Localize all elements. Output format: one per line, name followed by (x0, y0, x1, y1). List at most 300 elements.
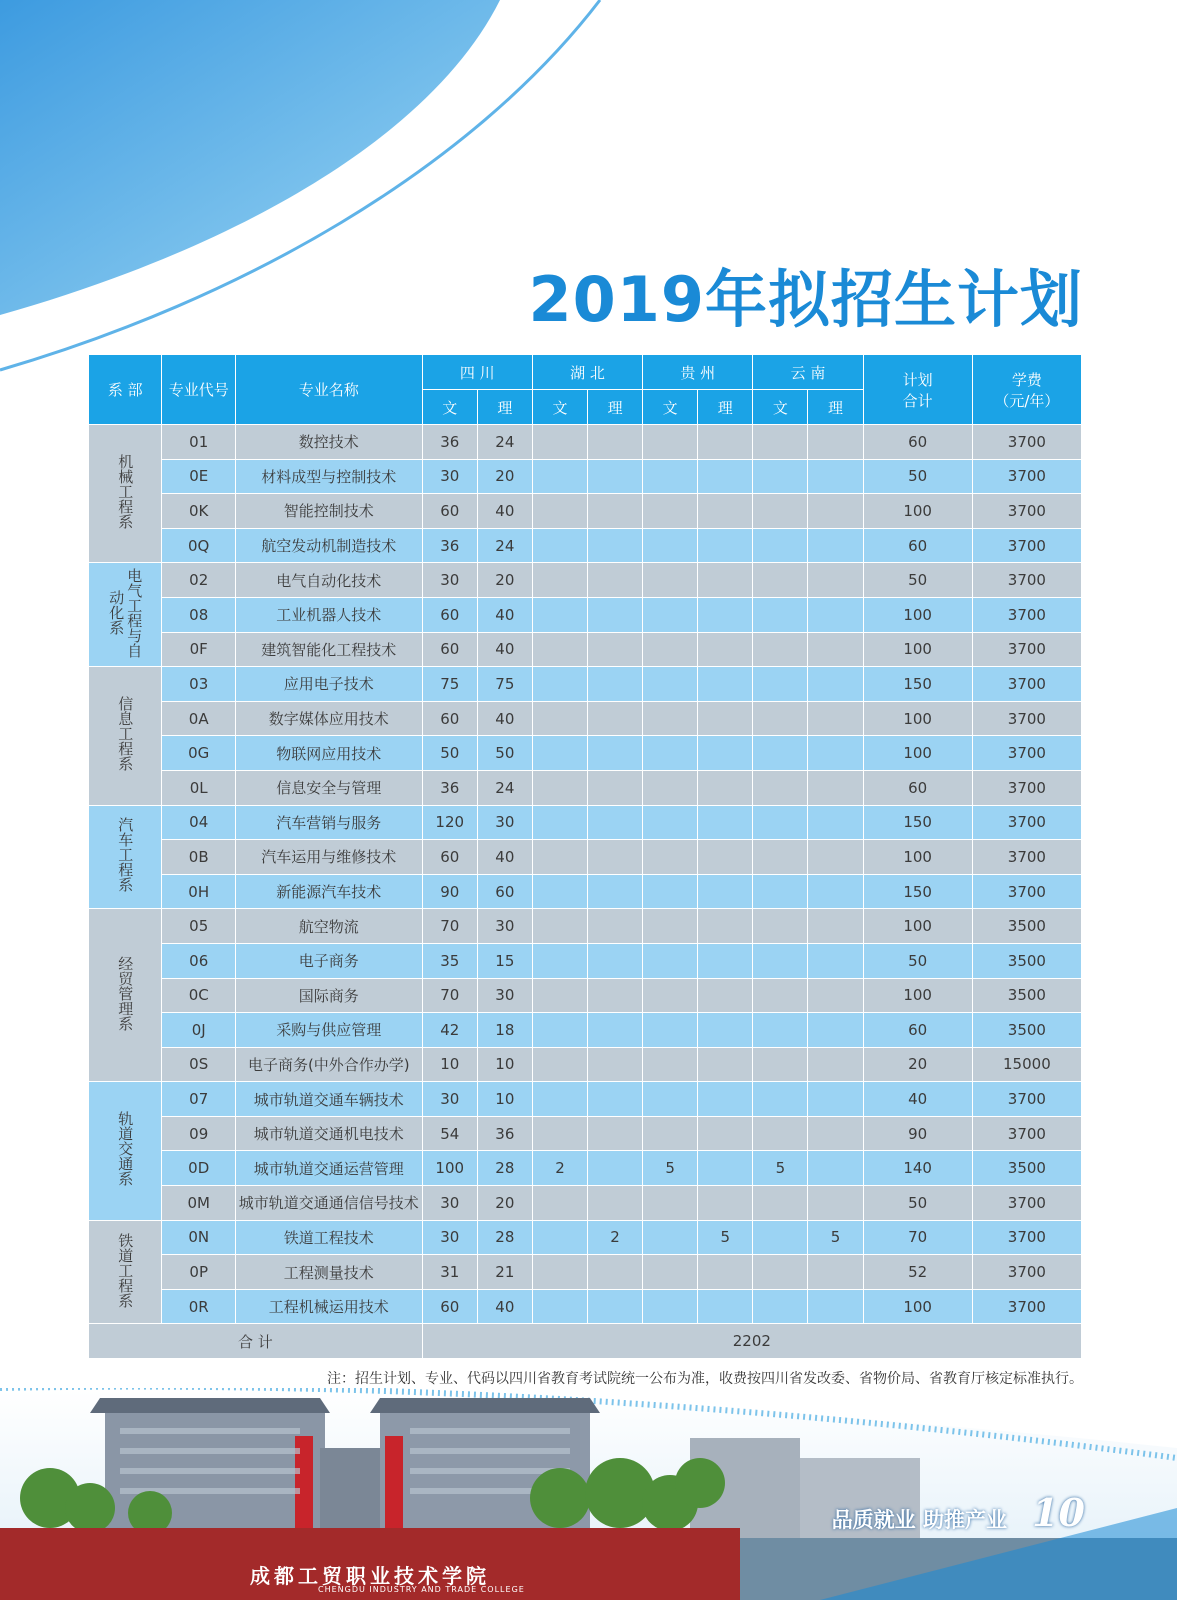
yunnan-li-cell (808, 1082, 863, 1117)
guizhou-li-cell (698, 563, 753, 598)
yunnan-wen-cell (753, 1013, 808, 1048)
header-fee-line2: （元/年） (994, 391, 1060, 410)
plan-total-cell: 70 (863, 1220, 972, 1255)
department-cell (89, 1220, 162, 1324)
hubei-li-cell (588, 701, 643, 736)
college-name-english: CHENGDU INDUSTRY AND TRADE COLLEGE (318, 1585, 525, 1594)
plan-total-cell: 100 (863, 978, 972, 1013)
tuition-fee-cell: 3700 (972, 1255, 1081, 1290)
yunnan-li-cell (808, 1186, 863, 1221)
header-li: 理 (698, 390, 753, 425)
guizhou-wen-cell (643, 459, 698, 494)
yunnan-li-cell (808, 1116, 863, 1151)
tuition-fee-cell: 3700 (972, 874, 1081, 909)
hubei-wen-cell (532, 943, 587, 978)
department-name: 经贸管理系 (116, 955, 135, 1031)
guizhou-li-cell (698, 1289, 753, 1324)
tuition-fee-cell: 3700 (972, 563, 1081, 598)
major-name-cell: 数控技术 (235, 425, 422, 460)
tuition-fee-cell: 3700 (972, 805, 1081, 840)
hubei-li-cell (588, 1013, 643, 1048)
major-code-cell: 0P (162, 1255, 235, 1290)
major-name-cell: 电气自动化技术 (235, 563, 422, 598)
guizhou-wen-cell (643, 1289, 698, 1324)
header-fee (972, 355, 1081, 425)
major-name-cell: 新能源汽车技术 (235, 874, 422, 909)
guizhou-wen-cell (643, 1220, 698, 1255)
yunnan-wen-cell (753, 494, 808, 529)
yunnan-li-cell (808, 1013, 863, 1048)
yunnan-li-cell (808, 874, 863, 909)
tuition-fee-cell: 3700 (972, 736, 1081, 771)
guizhou-wen-cell (643, 736, 698, 771)
sichuan-wen-cell: 120 (422, 805, 477, 840)
tuition-fee-cell: 3700 (972, 840, 1081, 875)
hubei-li-cell (588, 770, 643, 805)
plan-total-cell: 90 (863, 1116, 972, 1151)
sichuan-wen-cell: 30 (422, 1220, 477, 1255)
table-row (89, 736, 1082, 771)
plan-total-cell: 60 (863, 528, 972, 563)
major-name-cell: 信息安全与管理 (235, 770, 422, 805)
tuition-fee-cell: 3500 (972, 1013, 1081, 1048)
guizhou-li-cell (698, 1013, 753, 1048)
hubei-wen-cell (532, 563, 587, 598)
sichuan-wen-cell: 60 (422, 597, 477, 632)
hubei-wen-cell: 2 (532, 1151, 587, 1186)
guizhou-wen-cell (643, 1047, 698, 1082)
tuition-fee-cell: 3700 (972, 528, 1081, 563)
yunnan-li-cell (808, 770, 863, 805)
tuition-fee-cell: 3700 (972, 1186, 1081, 1221)
major-code-cell: 06 (162, 943, 235, 978)
yunnan-wen-cell (753, 1255, 808, 1290)
hubei-li-cell (588, 459, 643, 494)
table-row (89, 978, 1082, 1013)
guizhou-wen-cell (643, 1082, 698, 1117)
tuition-fee-cell: 3700 (972, 425, 1081, 460)
header-li: 理 (477, 390, 532, 425)
major-name-cell: 智能控制技术 (235, 494, 422, 529)
hubei-wen-cell (532, 736, 587, 771)
guizhou-wen-cell (643, 597, 698, 632)
hubei-li-cell (588, 425, 643, 460)
page-title: 2019年拟招生计划 (528, 263, 1083, 336)
yunnan-wen-cell (753, 840, 808, 875)
sichuan-wen-cell: 60 (422, 1289, 477, 1324)
table-row (89, 1116, 1082, 1151)
guizhou-wen-cell (643, 632, 698, 667)
major-name-cell: 航空发动机制造技术 (235, 528, 422, 563)
sichuan-li-cell: 28 (477, 1151, 532, 1186)
table-row (89, 874, 1082, 909)
table-row (89, 943, 1082, 978)
major-code-cell: 0D (162, 1151, 235, 1186)
major-name-cell: 汽车运用与维修技术 (235, 840, 422, 875)
guizhou-li-cell (698, 459, 753, 494)
yunnan-wen-cell (753, 1047, 808, 1082)
sichuan-wen-cell: 10 (422, 1047, 477, 1082)
page-number: 10 (1032, 1490, 1085, 1535)
table-row (89, 1047, 1082, 1082)
table-row (89, 667, 1082, 702)
tuition-fee-cell: 3700 (972, 1082, 1081, 1117)
sichuan-wen-cell: 60 (422, 701, 477, 736)
yunnan-wen-cell (753, 1186, 808, 1221)
yunnan-wen-cell (753, 597, 808, 632)
major-code-cell: 0C (162, 978, 235, 1013)
major-code-cell: 0J (162, 1013, 235, 1048)
sichuan-li-cell: 28 (477, 1220, 532, 1255)
sichuan-li-cell: 30 (477, 909, 532, 944)
hubei-wen-cell (532, 494, 587, 529)
guizhou-li-cell (698, 736, 753, 771)
major-name-cell: 电子商务 (235, 943, 422, 978)
yunnan-li-cell (808, 528, 863, 563)
major-name-cell: 铁道工程技术 (235, 1220, 422, 1255)
yunnan-li-cell (808, 909, 863, 944)
plan-total-cell: 100 (863, 632, 972, 667)
sichuan-li-cell: 40 (477, 597, 532, 632)
tuition-fee-cell: 3500 (972, 909, 1081, 944)
header-code: 专业代号 (162, 355, 235, 425)
sichuan-wen-cell: 90 (422, 874, 477, 909)
major-code-cell: 01 (162, 425, 235, 460)
major-name-cell: 物联网应用技术 (235, 736, 422, 771)
sichuan-li-cell: 50 (477, 736, 532, 771)
yunnan-li-cell (808, 978, 863, 1013)
yunnan-wen-cell (753, 805, 808, 840)
major-name-cell: 应用电子技术 (235, 667, 422, 702)
major-code-cell: 0M (162, 1186, 235, 1221)
guizhou-li-cell (698, 528, 753, 563)
yunnan-li-cell (808, 425, 863, 460)
yunnan-li-cell (808, 736, 863, 771)
major-code-cell: 04 (162, 805, 235, 840)
header-plan-total (863, 355, 972, 425)
plan-total-cell: 150 (863, 874, 972, 909)
header-region-hubei: 湖 北 (532, 355, 642, 390)
major-name-cell: 材料成型与控制技术 (235, 459, 422, 494)
yunnan-wen-cell (753, 978, 808, 1013)
sichuan-wen-cell: 70 (422, 909, 477, 944)
sichuan-li-cell: 20 (477, 563, 532, 598)
plan-total-cell: 50 (863, 459, 972, 494)
hubei-wen-cell (532, 1047, 587, 1082)
campus-building-photo (0, 1388, 1177, 1600)
major-code-cell: 0G (162, 736, 235, 771)
guizhou-li-cell: 5 (698, 1220, 753, 1255)
major-code-cell: 05 (162, 909, 235, 944)
hubei-wen-cell (532, 909, 587, 944)
yunnan-wen-cell (753, 1082, 808, 1117)
header-fee-line1: 学费 (1011, 370, 1042, 389)
sichuan-wen-cell: 36 (422, 425, 477, 460)
table-row (89, 425, 1082, 460)
yunnan-wen-cell (753, 909, 808, 944)
sichuan-li-cell: 15 (477, 943, 532, 978)
hubei-li-cell (588, 1082, 643, 1117)
guizhou-wen-cell (643, 909, 698, 944)
major-code-cell: 0L (162, 770, 235, 805)
plan-total-cell: 140 (863, 1151, 972, 1186)
major-code-cell: 0E (162, 459, 235, 494)
yunnan-li-cell (808, 563, 863, 598)
hubei-li-cell (588, 563, 643, 598)
sichuan-li-cell: 30 (477, 805, 532, 840)
major-name-cell: 城市轨道交通车辆技术 (235, 1082, 422, 1117)
sichuan-li-cell: 36 (477, 1116, 532, 1151)
footer-slogan: 品质就业 助推产业 (831, 1508, 1007, 1532)
guizhou-li-cell (698, 805, 753, 840)
sichuan-wen-cell: 60 (422, 840, 477, 875)
guizhou-wen-cell (643, 494, 698, 529)
yunnan-li-cell (808, 632, 863, 667)
yunnan-li-cell (808, 1255, 863, 1290)
sichuan-li-cell: 21 (477, 1255, 532, 1290)
guizhou-wen-cell (643, 701, 698, 736)
sichuan-wen-cell: 54 (422, 1116, 477, 1151)
yunnan-li-cell (808, 494, 863, 529)
table-row (89, 770, 1082, 805)
total-label: 合 计 (89, 1324, 423, 1359)
table-row (89, 840, 1082, 875)
major-name-cell: 城市轨道交通运营管理 (235, 1151, 422, 1186)
yunnan-li-cell (808, 943, 863, 978)
tuition-fee-cell: 3700 (972, 1220, 1081, 1255)
yunnan-wen-cell (753, 1220, 808, 1255)
header-major-name: 专业名称 (235, 355, 422, 425)
major-name-cell: 数字媒体应用技术 (235, 701, 422, 736)
major-code-cell: 07 (162, 1082, 235, 1117)
sichuan-wen-cell: 75 (422, 667, 477, 702)
guizhou-li-cell (698, 909, 753, 944)
header-li: 理 (588, 390, 643, 425)
major-code-cell: 02 (162, 563, 235, 598)
major-code-cell: 0A (162, 701, 235, 736)
header-wen: 文 (422, 390, 477, 425)
header-wen: 文 (643, 390, 698, 425)
sichuan-li-cell: 60 (477, 874, 532, 909)
guizhou-wen-cell (643, 1255, 698, 1290)
department-cell (89, 563, 162, 667)
hubei-li-cell (588, 1116, 643, 1151)
table-row (89, 1220, 1082, 1255)
tuition-fee-cell: 3700 (972, 1116, 1081, 1151)
plan-total-cell: 100 (863, 701, 972, 736)
table-row (89, 805, 1082, 840)
guizhou-li-cell (698, 425, 753, 460)
hubei-wen-cell (532, 805, 587, 840)
department-cell (89, 909, 162, 1082)
table-row (89, 1255, 1082, 1290)
hubei-wen-cell (532, 978, 587, 1013)
guizhou-wen-cell (643, 1116, 698, 1151)
hubei-wen-cell (532, 1013, 587, 1048)
major-name-cell: 工业机器人技术 (235, 597, 422, 632)
sichuan-wen-cell: 100 (422, 1151, 477, 1186)
major-code-cell: 0R (162, 1289, 235, 1324)
major-name-cell: 航空物流 (235, 909, 422, 944)
yunnan-li-cell (808, 805, 863, 840)
hubei-wen-cell (532, 632, 587, 667)
tuition-fee-cell: 3700 (972, 632, 1081, 667)
yunnan-wen-cell (753, 1289, 808, 1324)
sichuan-li-cell: 40 (477, 840, 532, 875)
guizhou-wen-cell (643, 978, 698, 1013)
hubei-li-cell (588, 909, 643, 944)
yunnan-wen-cell (753, 425, 808, 460)
enrollment-plan-table (88, 354, 1082, 1359)
hubei-wen-cell (532, 1220, 587, 1255)
header-wen: 文 (532, 390, 587, 425)
hubei-li-cell (588, 632, 643, 667)
table-row (89, 459, 1082, 494)
sichuan-wen-cell: 36 (422, 528, 477, 563)
tuition-fee-cell: 3500 (972, 943, 1081, 978)
guizhou-li-cell (698, 1186, 753, 1221)
guizhou-li-cell (698, 1151, 753, 1186)
sichuan-li-cell: 18 (477, 1013, 532, 1048)
table-row (89, 1013, 1082, 1048)
yunnan-li-cell (808, 840, 863, 875)
plan-total-cell: 52 (863, 1255, 972, 1290)
major-name-cell: 建筑智能化工程技术 (235, 632, 422, 667)
header-wen: 文 (753, 390, 808, 425)
yunnan-li-cell (808, 459, 863, 494)
hubei-li-cell (588, 1151, 643, 1186)
hubei-li-cell (588, 494, 643, 529)
major-code-cell: 0Q (162, 528, 235, 563)
guizhou-wen-cell (643, 805, 698, 840)
college-name: 成都工贸职业技术学院 (250, 1564, 490, 1588)
major-name-cell: 电子商务(中外合作办学) (235, 1047, 422, 1082)
top-left-arc-decoration (0, 0, 1177, 400)
table-row (89, 597, 1082, 632)
yunnan-wen-cell (753, 874, 808, 909)
hubei-wen-cell (532, 425, 587, 460)
major-name-cell: 城市轨道交通机电技术 (235, 1116, 422, 1151)
hubei-li-cell (588, 528, 643, 563)
yunnan-li-cell (808, 1151, 863, 1186)
tuition-fee-cell: 3500 (972, 1151, 1081, 1186)
tuition-fee-cell: 3700 (972, 597, 1081, 632)
major-name-cell: 城市轨道交通通信信号技术 (235, 1186, 422, 1221)
sichuan-li-cell: 30 (477, 978, 532, 1013)
hubei-wen-cell (532, 840, 587, 875)
sichuan-wen-cell: 35 (422, 943, 477, 978)
plan-total-cell: 20 (863, 1047, 972, 1082)
plan-total-cell: 40 (863, 1082, 972, 1117)
hubei-li-cell (588, 840, 643, 875)
sichuan-li-cell: 40 (477, 1289, 532, 1324)
sichuan-wen-cell: 30 (422, 459, 477, 494)
guizhou-wen-cell (643, 667, 698, 702)
plan-total-cell: 60 (863, 770, 972, 805)
tuition-fee-cell: 3700 (972, 459, 1081, 494)
sichuan-li-cell: 10 (477, 1047, 532, 1082)
yunnan-li-cell (808, 1289, 863, 1324)
plan-total-cell: 100 (863, 1289, 972, 1324)
yunnan-li-cell (808, 597, 863, 632)
guizhou-li-cell (698, 1082, 753, 1117)
major-code-cell: 0F (162, 632, 235, 667)
plan-total-cell: 50 (863, 1186, 972, 1221)
guizhou-li-cell (698, 978, 753, 1013)
sichuan-wen-cell: 31 (422, 1255, 477, 1290)
department-cell (89, 425, 162, 563)
sichuan-li-cell: 24 (477, 528, 532, 563)
plan-total-cell: 100 (863, 597, 972, 632)
guizhou-wen-cell (643, 840, 698, 875)
tuition-fee-cell: 3700 (972, 1289, 1081, 1324)
department-name: 信息工程系 (116, 696, 135, 772)
plan-total-cell: 100 (863, 909, 972, 944)
sichuan-li-cell: 10 (477, 1082, 532, 1117)
yunnan-wen-cell (753, 667, 808, 702)
sichuan-li-cell: 20 (477, 1186, 532, 1221)
tuition-fee-cell: 15000 (972, 1047, 1081, 1082)
department-cell (89, 805, 162, 909)
hubei-li-cell (588, 667, 643, 702)
hubei-wen-cell (532, 459, 587, 494)
hubei-li-cell (588, 1047, 643, 1082)
hubei-wen-cell (532, 1082, 587, 1117)
header-plan-total-line2: 合计 (902, 391, 933, 410)
sichuan-wen-cell: 60 (422, 494, 477, 529)
hubei-li-cell (588, 597, 643, 632)
sichuan-wen-cell: 42 (422, 1013, 477, 1048)
major-name-cell: 工程测量技术 (235, 1255, 422, 1290)
yunnan-wen-cell (753, 943, 808, 978)
sichuan-li-cell: 20 (477, 459, 532, 494)
department-name: 轨道交通系 (116, 1111, 135, 1187)
table-row (89, 563, 1082, 598)
tuition-fee-cell: 3700 (972, 770, 1081, 805)
guizhou-wen-cell: 5 (643, 1151, 698, 1186)
hubei-li-cell (588, 1289, 643, 1324)
table-row (89, 1151, 1082, 1186)
hubei-wen-cell (532, 667, 587, 702)
department-name: 汽车工程系 (116, 817, 135, 893)
yunnan-li-cell (808, 701, 863, 736)
guizhou-wen-cell (643, 1186, 698, 1221)
table-row (89, 1082, 1082, 1117)
hubei-li-cell (588, 978, 643, 1013)
guizhou-wen-cell (643, 1013, 698, 1048)
footnote: 注：招生计划、专业、代码以四川省教育考试院统一公布为准，收费按四川省发改委、省物价局、省教育厅核定标准执行。 (327, 1371, 1083, 1387)
yunnan-wen-cell (753, 528, 808, 563)
hubei-wen-cell (532, 874, 587, 909)
sichuan-wen-cell: 30 (422, 563, 477, 598)
major-code-cell: 08 (162, 597, 235, 632)
department-cell (89, 1082, 162, 1220)
plan-total-cell: 60 (863, 425, 972, 460)
guizhou-li-cell (698, 632, 753, 667)
sichuan-li-cell: 24 (477, 425, 532, 460)
tuition-fee-cell: 3700 (972, 667, 1081, 702)
sichuan-li-cell: 75 (477, 667, 532, 702)
plan-total-cell: 50 (863, 563, 972, 598)
hubei-wen-cell (532, 1116, 587, 1151)
major-code-cell: 0B (162, 840, 235, 875)
yunnan-wen-cell: 5 (753, 1151, 808, 1186)
sichuan-wen-cell: 30 (422, 1186, 477, 1221)
table-row (89, 1289, 1082, 1324)
major-name-cell: 工程机械运用技术 (235, 1289, 422, 1324)
major-name-cell: 汽车营销与服务 (235, 805, 422, 840)
table-row (89, 1186, 1082, 1221)
